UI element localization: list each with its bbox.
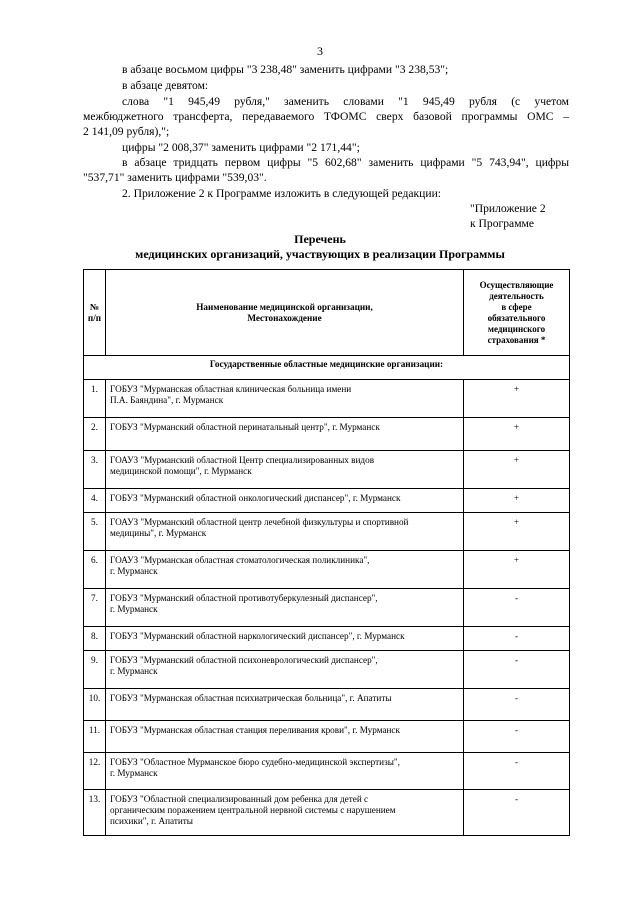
- row-insurance-flag: +: [464, 489, 570, 513]
- organizations-table: [83, 269, 570, 836]
- paragraph-line: межбюджетного трансферта, передаваемого ТФОМС сверх базовой программы ОМС –: [83, 110, 569, 123]
- row-organization-name: [106, 790, 464, 836]
- section-row: [84, 356, 570, 380]
- org-name-line: медицины", г. Мурманск: [110, 528, 207, 538]
- table-row: [84, 790, 570, 836]
- org-name-line: ГОБУЗ "Мурманская областная психиатрическая больница", г. Апатиты: [110, 693, 392, 703]
- org-name-line: П.А. Баяндина", г. Мурманск: [110, 395, 224, 405]
- row-organization-name: [106, 489, 464, 513]
- table-row: [84, 721, 570, 753]
- row-number: 13.: [84, 790, 106, 836]
- org-name-line: г. Мурманск: [110, 666, 158, 676]
- row-organization-name: [106, 551, 464, 589]
- row-organization-name: [106, 589, 464, 627]
- org-name-line: ГОАУЗ "Мурманский областной центр лечебной физкультуры и спортивной: [110, 517, 409, 527]
- row-number: 12.: [84, 753, 106, 790]
- table-row: [84, 380, 570, 418]
- row-insurance-flag: -: [464, 627, 570, 651]
- row-insurance-flag: -: [464, 790, 570, 836]
- row-number: 8.: [84, 627, 106, 651]
- row-number: 11.: [84, 721, 106, 753]
- table-row: [84, 551, 570, 589]
- row-organization-name: [106, 651, 464, 689]
- table-row: [84, 451, 570, 489]
- table-row: [84, 418, 570, 451]
- paragraph-line: "537,71" заменить цифрами "539,03".: [83, 171, 267, 184]
- table-row: [84, 489, 570, 513]
- paragraph-line: 2. Приложение 2 к Программе изложить в следующей редакции:: [122, 187, 442, 200]
- section-title: Государственные областные медицинские организации:: [84, 356, 570, 380]
- header-insurance-line: Осуществляющие: [479, 279, 554, 290]
- paragraph-line: в абзаце девятом:: [122, 79, 209, 92]
- header-name: [106, 270, 464, 356]
- paragraph-line: слова "1 945,49 рубля," заменить словами "1 945,49 рубля (с учетом: [122, 95, 569, 108]
- header-name-line: Местонахождение: [247, 312, 322, 323]
- org-name-line: ГОБУЗ "Мурманский областной онкологический диспансер", г. Мурманск: [110, 493, 401, 503]
- header-name-line: Наименование медицинской организации,: [196, 301, 373, 312]
- row-organization-name: [106, 513, 464, 551]
- page-number: 3: [317, 44, 323, 58]
- row-organization-name: [106, 418, 464, 451]
- table-row: [84, 753, 570, 790]
- row-organization-name: [106, 627, 464, 651]
- row-number: 9.: [84, 651, 106, 689]
- header-insurance-line: деятельность: [489, 290, 544, 301]
- paragraph-line: 2 141,09 рубля),";: [83, 125, 170, 138]
- org-name-line: г. Мурманск: [110, 768, 158, 778]
- paragraph-line: цифры "2 008,37" заменить цифрами "2 171,44";: [122, 141, 360, 154]
- row-insurance-flag: -: [464, 651, 570, 689]
- row-insurance-flag: +: [464, 551, 570, 589]
- list-subtitle: медицинских организаций, участвующих в реализации Программы: [135, 247, 505, 261]
- org-name-line: г. Мурманск: [110, 566, 158, 576]
- org-name-line: ГОАУЗ "Мурманский областной Центр специализированных видов: [110, 455, 375, 465]
- org-name-line: ГОБУЗ "Мурманский областной наркологический диспансер", г. Мурманск: [110, 631, 405, 641]
- row-insurance-flag: +: [464, 380, 570, 418]
- org-name-line: психики", г. Апатиты: [110, 816, 193, 826]
- table-row: [84, 651, 570, 689]
- row-organization-name: [106, 753, 464, 790]
- row-insurance-flag: +: [464, 451, 570, 489]
- row-insurance-flag: -: [464, 721, 570, 753]
- row-organization-name: [106, 689, 464, 721]
- org-name-line: ГОБУЗ "Мурманский областной противотуберкулезный диспансер",: [110, 593, 378, 603]
- row-number: 1.: [84, 380, 106, 418]
- list-title: Перечень: [294, 232, 346, 246]
- header-insurance-line: в сфере: [501, 301, 532, 312]
- table-header-row: [84, 270, 570, 356]
- row-number: 6.: [84, 551, 106, 589]
- row-number: 4.: [84, 489, 106, 513]
- paragraph-line: в абзаце тридцать первом цифры "5 602,68" заменить цифрами "5 743,94", цифры: [122, 156, 569, 169]
- header-insurance: [464, 270, 570, 356]
- row-insurance-flag: -: [464, 689, 570, 721]
- org-name-line: г. Мурманск: [110, 604, 158, 614]
- header-insurance-line: обязательного: [487, 312, 546, 323]
- row-number: 3.: [84, 451, 106, 489]
- row-insurance-flag: +: [464, 513, 570, 551]
- org-name-line: ГОБУЗ "Мурманский областной перинатальный центр", г. Мурманск: [110, 422, 380, 432]
- org-name-line: ГОБУЗ "Мурманская областная станция переливания крови", г. Мурманск: [110, 725, 400, 735]
- appendix-ref-line1: "Приложение 2: [470, 202, 546, 215]
- row-organization-name: [106, 380, 464, 418]
- header-insurance-line: медицинского: [487, 323, 546, 334]
- row-number: 5.: [84, 513, 106, 551]
- row-insurance-flag: +: [464, 418, 570, 451]
- paragraph-line: в абзаце восьмом цифры "3 238,48" заменить цифрами "3 238,53";: [122, 63, 449, 76]
- row-number: 10.: [84, 689, 106, 721]
- header-num-line: №: [89, 301, 100, 312]
- row-organization-name: [106, 721, 464, 753]
- table-row: [84, 627, 570, 651]
- header-num-line: п/п: [87, 312, 102, 323]
- row-organization-name: [106, 451, 464, 489]
- org-name-line: ГОБУЗ "Областное Мурманское бюро судебно-медицинской экспертизы",: [110, 757, 400, 767]
- table-row: [84, 513, 570, 551]
- header-num: [84, 270, 106, 356]
- row-insurance-flag: -: [464, 589, 570, 627]
- row-insurance-flag: -: [464, 753, 570, 790]
- table-row: [84, 689, 570, 721]
- org-name-line: ГОБУЗ "Мурманский областной психоневрологический диспансер",: [110, 655, 378, 665]
- table-row: [84, 589, 570, 627]
- org-name-line: ГОБУЗ "Мурманская областная клиническая больница имени: [110, 384, 352, 394]
- org-name-line: органическим поражением центральной нервной системы с нарушением: [110, 805, 396, 815]
- org-name-line: ГОБУЗ "Областной специализированный дом ребенка для детей с: [110, 794, 369, 804]
- header-insurance-line: страхования *: [487, 334, 546, 345]
- row-number: 2.: [84, 418, 106, 451]
- appendix-ref-line2: к Программе: [470, 217, 535, 230]
- row-number: 7.: [84, 589, 106, 627]
- org-name-line: ГОАУЗ "Мурманская областная стоматологическая поликлиника",: [110, 555, 370, 565]
- org-name-line: медицинской помощи", г. Мурманск: [110, 466, 252, 476]
